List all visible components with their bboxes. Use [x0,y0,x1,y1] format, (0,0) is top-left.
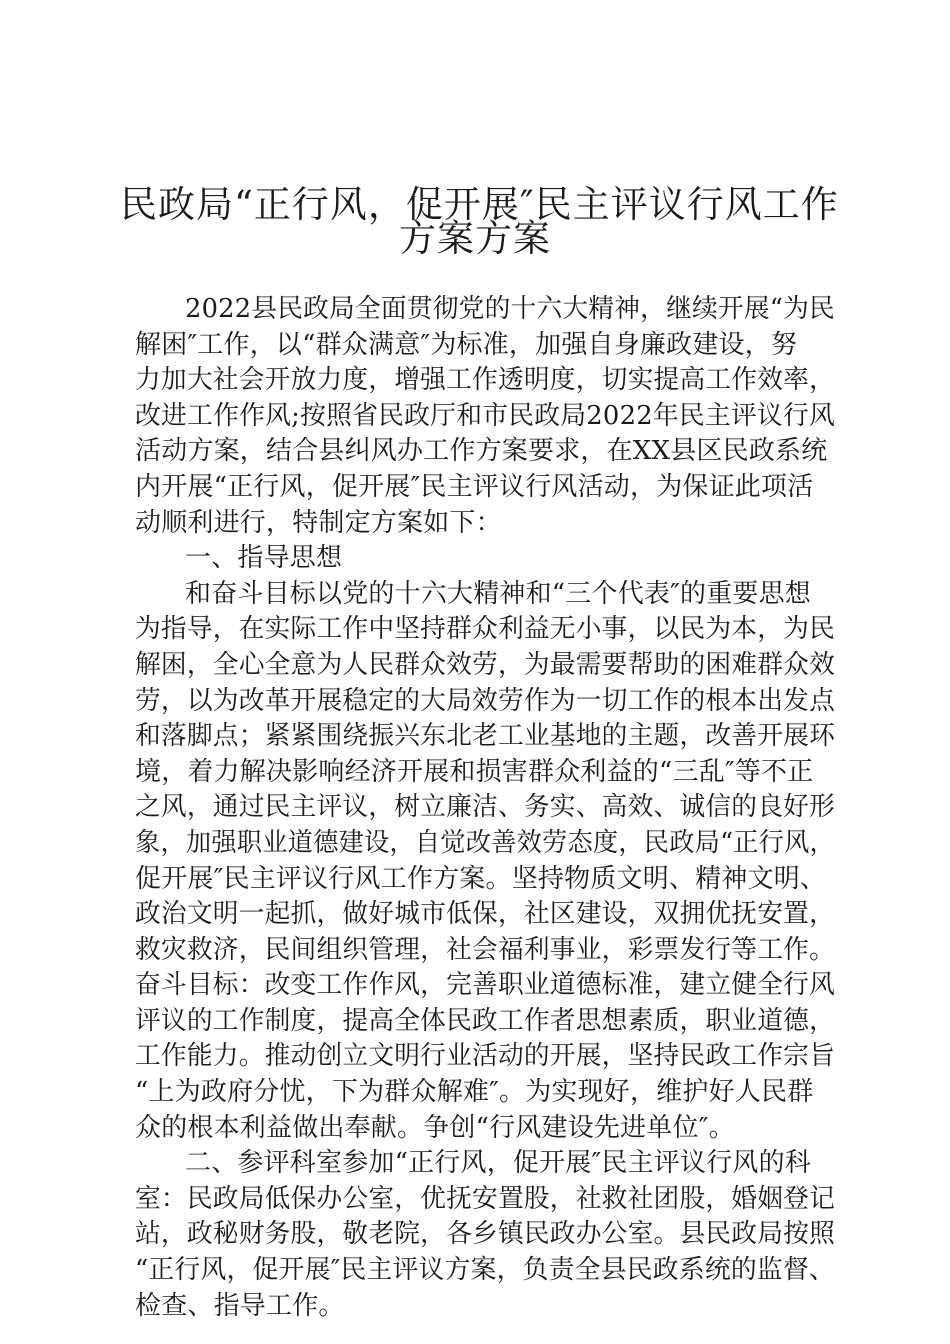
document-title-line-2: 方案方案 [399,217,551,260]
body-line: 检查、指导工作。 [135,1290,345,1321]
body-line: 评议的工作制度，提高全体民政工作者思想素质，职业道德， [135,1005,835,1036]
body-line: 改进工作作风;按照省民政厅和市民政局2022年民主评议行风 [135,400,835,431]
body-line: 站，政秘财务股，敬老院，各乡镇民政办公室。县民政局按照 [135,1219,835,1250]
body-line: 内开展“正行风，促开展″民主评议行风活动，为保证此项活 [135,471,814,502]
body-line: 二、参评科室参加“正行风，促开展″民主评议行风的科 [185,1148,812,1179]
body-line: “上为政府分忧，下为群众解难″。为实现好，维护好人民群 [135,1077,814,1108]
body-line: 力加大社会开放力度，增强工作透明度，切实提高工作效率， [135,365,835,396]
body-line: 象，加强职业道德建设，自觉改善效劳态度，民政局“正行风， [135,827,835,858]
document-body [135,292,835,1324]
body-line: 境，着力解决影响经济开展和损害群众利益的“三乱″等不正 [135,756,814,787]
body-line: 促开展″民主评议行风工作方案。坚持物质文明、精神文明、 [135,863,827,894]
body-line: 和落脚点；紧紧围绕振兴东北老工业基地的主题，改善开展环 [135,721,835,752]
body-line: 室：民政局低保办公室，优抚安置股，社救社团股，婚姻登记 [135,1183,835,1214]
body-line: 活动方案，结合县纠风办工作方案要求，在XX县区民政系统 [135,436,828,467]
body-line: 工作能力。推动创立文明行业活动的开展，坚持民政工作宗旨 [135,1041,835,1072]
body-line: 奋斗目标：改变工作作风，完善职业道德标准，建立健全行风 [135,970,835,1001]
body-line: 2022县民政局全面贯彻党的十六大精神，继续开展“为民 [185,294,835,324]
body-line: 和奋斗目标以党的十六大精神和“三个代表″的重要思想 [185,578,812,609]
body-line: 之风，通过民主评议，树立廉洁、务实、高效、诚信的良好形 [135,792,835,823]
body-line: 解困，全心全意为人民群众效劳，为最需要帮助的困难群众效 [135,649,835,680]
body-line: 政治文明一起抓，做好城市低保，社区建设，双拥优抚安置， [135,899,835,930]
body-line: 众的根本利益做出奉献。争创“行风建设先进单位″。 [135,1112,735,1143]
body-line: 救灾救济，民间组织管理，社会福利事业，彩票发行等工作。 [135,934,835,965]
body-line: 一、指导思想 [185,543,343,574]
body-line: 解困″工作，以“群众满意″为标准，加强自身廉政建设，努 [135,329,798,360]
body-line: “正行风，促开展″民主评议方案，负责全县民政系统的监督、 [135,1255,835,1286]
body-line: 动顺利进行，特制定方案如下： [135,507,502,538]
body-line: 劳，以为改革开展稳定的大局效劳作为一切工作的根本出发点 [135,685,835,716]
document-title-line-1: 民政局“正行风，促开展″民主评议行风工作 [120,183,839,226]
body-line: 为指导，在实际工作中坚持群众利益无小事，以民为本，为民 [135,614,835,645]
